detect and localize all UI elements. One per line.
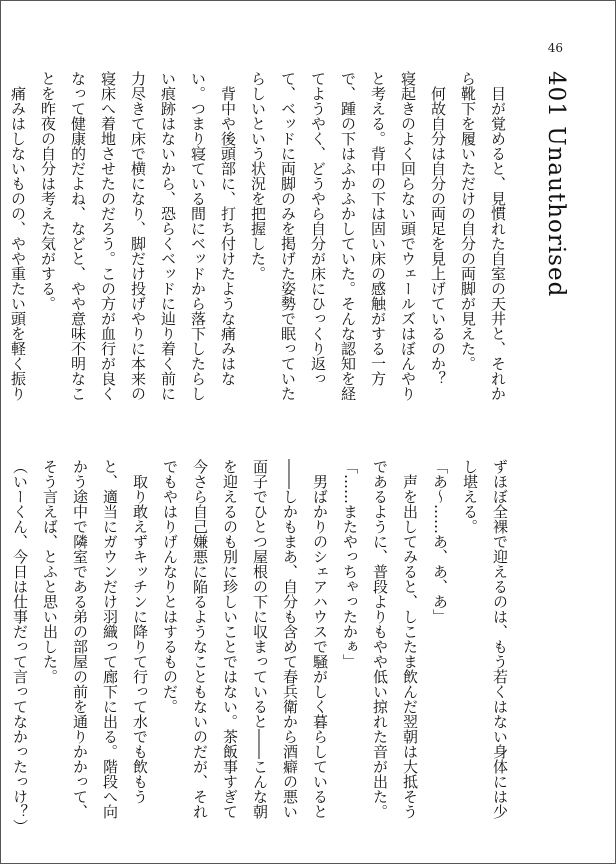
page-number: 46 bbox=[547, 41, 563, 55]
paragraph: （いーくん、今日は仕事だって言ってなかったっけ？） bbox=[11, 459, 29, 834]
paragraph: 取り敢えずキッチンに降りて行って水でも飲もうと、適当にガウンだけ羽織って廊下に出る。階段へ向かう途中で隣室である弟の部屋の前を通りかかって、そう言えば、とふと思い出した。 bbox=[41, 459, 149, 819]
text-block-top bbox=[9, 71, 513, 401]
paragraph: 「……またやっちゃったかぁ」 bbox=[341, 459, 359, 669]
paragraph: 痛みはしないものの、やや重たい頭を軽く振り bbox=[9, 86, 27, 401]
paragraph bbox=[0, 459, 5, 831]
paragraph: 目が覚めると、見慣れた自室の天井と、それから靴下を履いただけの自分の両脚が見えた。 bbox=[459, 71, 507, 401]
paragraph: 声を出してみると、しこたま飲んだ翌朝は大抵そうであるように、普段よりもやや低い掠れた音が出た。 bbox=[371, 459, 419, 819]
paragraph: 「あ～……あ、あ、あ」 bbox=[431, 459, 449, 624]
paragraph: 背中や後頭部に、打ち付けたような痛みはない。つまり寝ている間にベッドから落下したらしい痕跡はないから、恐らくベッドに辿り着く前に力尽きて床で横になり、脚だけ投げやりに本来の寝床へ着地させたのだろう。この方が血行が良くなって健康的だよね、などと、やや意味不明なことを昨夜の自分は考えた気がする。 bbox=[39, 71, 237, 401]
paragraph: 男ばかりのシェアハウスで騒がしく暮らしていると――しかもまあ、自分も含めて春兵衛から酒癖の悪い面子でひとつ屋根の下に収まっていると――こんな朝を迎えるのも別に珍しいことではない。茶飯事すぎて今さら自己嫌悪に陥るようなこともないのだが、それでもやはりげんなりとはするものだ。 bbox=[161, 459, 329, 819]
paragraph: ずほぼ全裸で迎えるのは、もう若くはない身体には少し堪える。 bbox=[461, 459, 509, 819]
chapter-title: 401 Unauthorised bbox=[543, 71, 569, 298]
text-block-bottom bbox=[11, 459, 515, 834]
paragraph: 何故自分は自分の両足を見上げているのか？ 寝起きのよく回らない頭でウェールズはぼんやりと考える。背中の下は固い床の感触がする一方で、踵の下はふかふかしていた。そんな認知を経てようやく、どうやら自分が床にひっくり返って、ベッドに両脚のみを掲げた姿勢で眠っていたらしいという状況を把握した。 bbox=[249, 71, 447, 401]
